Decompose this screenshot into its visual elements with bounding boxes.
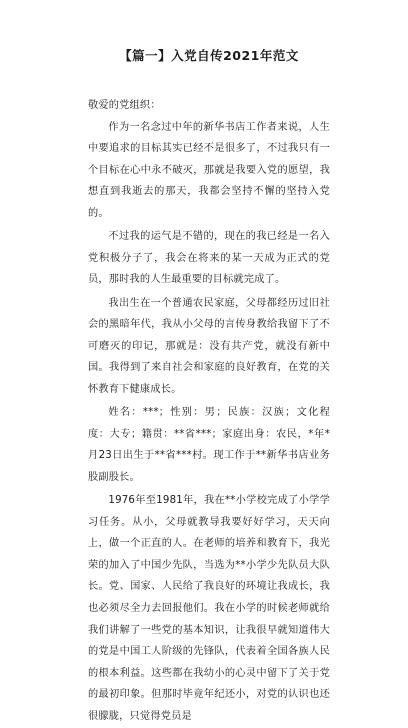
paragraph-4: 姓名：***；性别：男；民族：汉族；文化程度：大专；籍贯：**省***；家庭出身：农民，*年*月23日出生于**省***村。现工作于**新华书店业务股副股长。 xyxy=(88,407,330,483)
paragraph-1: 作为一名念过中年的新华书店工作者来说，人生中要追求的目标其实已经不是很多了，不过我只有一个目标在心中永不破灭，那就是我要入党的愿望，我想直到我逝去的那天，我都会坚持不懈的坚持入党的。 xyxy=(88,121,330,219)
paragraph-5: 1976年至1981年，我在**小学校完成了小学学习任务。从小，父母就教导我要好好学习，天天向上，做一个正直的人。在老师的培养和教育下，我光荣的加入了中国少先队，当选为**小学少先队员大队长。党、国家、人民给了我良好的环境让我成长，我也必须尽全力去回报他们。我在小学的时候老师就给我们讲解了一些党的基本知识，让我很早就知道伟大的党是中国工人阶级的先锋队，代表着全国各族人民的根本利益。这些都在我幼小的心灵中留下了关于党的最初印象。但那时毕竟年纪还小，对党的认识也还很朦胧，只觉得党员是 xyxy=(88,495,330,722)
paragraph-3: 我出生在一个普通农民家庭，父母都经历过旧社会的黑暗年代，我从小父母的言传身教给我留下了不可磨灭的印记，那就是：没有共产党，就没有新中国。我得到了来自社会和家庭的良好教育，在党的关怀教育下健康成长。 xyxy=(88,297,330,395)
greeting: 敬爱的党组织： xyxy=(88,100,161,111)
paragraph-2: 不过我的运气是不错的，现在的我已经是一名入党积极分子了，我会在将来的某一天成为正式的党员，那时我的人生最重要的目标就完成了。 xyxy=(88,231,330,286)
document-title: 【篇一】入党自传2021年范文 xyxy=(119,48,299,63)
